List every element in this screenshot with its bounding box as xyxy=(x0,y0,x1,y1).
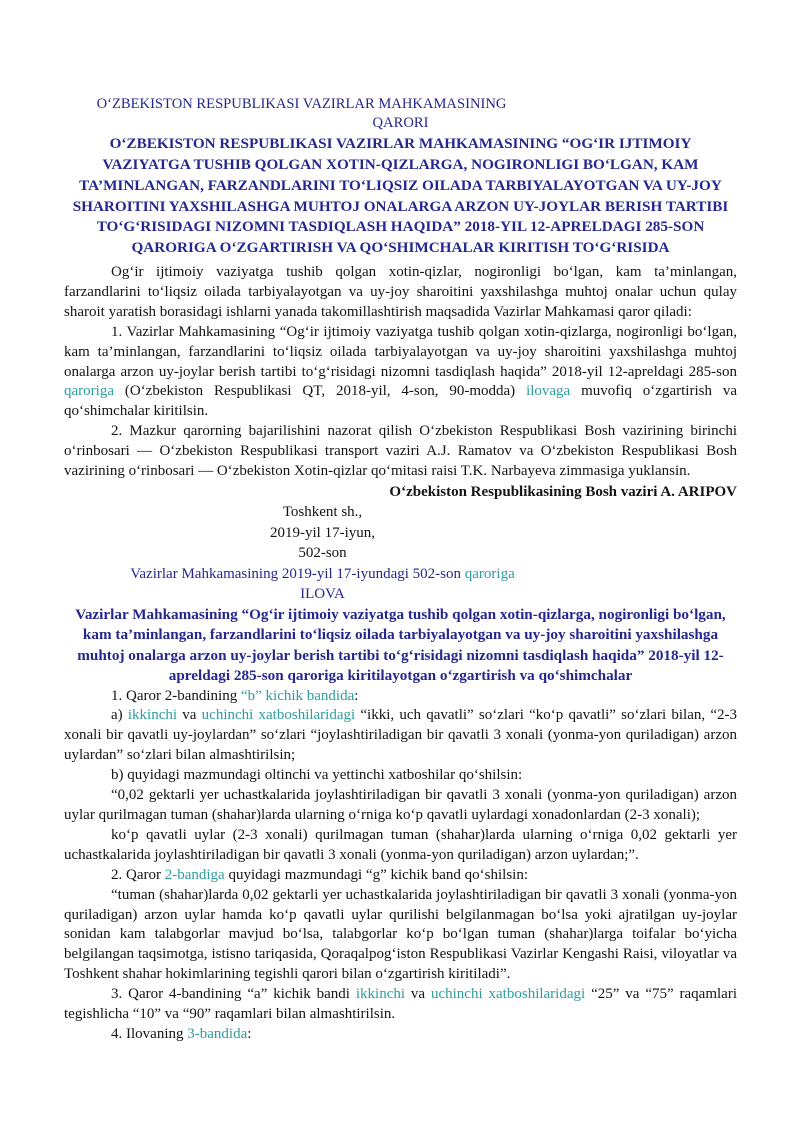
annex-paragraph-9 xyxy=(64,1025,737,1045)
text-segment: muvofiq o‘zgartirish va qo‘shimchalar kiritilsin. xyxy=(64,383,737,420)
annex-reference-line xyxy=(0,564,659,585)
date-line: 2019-yil 17-iyun, xyxy=(270,524,375,541)
text-segment: 4. Ilovaning xyxy=(111,1025,188,1042)
annex-title: Vazirlar Mahkamasining “Og‘ir ijtimoiy vaziyatga tushib qolgan xotin-qizlarga, nogironligi bo‘lgan, kam ta’minlangan, farzandlarini to‘liqsiz oilada tarbiyalayotgan va uy-joy sharoitini yaxshilashga muhtoj onalarga arzon uy-joylar berish tartibi to‘g‘risidagi nizomni tasdiqlash haqida” 2018-yil 12-apreldagi 285-son qaroriga kiritilayotgan o‘zgartirish va qo‘shimchalar xyxy=(75,605,726,685)
inline-link[interactable]: ikkinchi xyxy=(127,707,178,724)
text-segment: “ikki, uch qavatli” so‘zlari “ko‘p qavatli” so‘zlari bilan, “2-3 xonali bir qavatli uy-joylardan” so‘zlari “joylashtiriladigan bir qavatli 3 xonali (yonma-yon quriladigan) arzon uylardan” so‘zlari bilan almashtirilsin; xyxy=(64,707,737,764)
decree-type-line: QARORI xyxy=(372,114,429,131)
text-segment: 1. Qaror 2-bandining xyxy=(111,687,241,704)
annex-paragraph-5 xyxy=(64,826,737,866)
text-segment: va xyxy=(405,986,431,1003)
text-segment: Og‘ir ijtimoiy vaziyatga tushib qolgan xotin-qizlar, nogironligi bo‘lgan, kam ta’minlangan, farzandlarini to‘liqsiz oilada tarbiyalayotgan va uy-joy sharoitini yaxshilashga muhtoj onalar uchun qulay sharoit yaratish borasidagi ishlarni yanada takomillashtirish maqsadida Vazirlar Mahkamasi qaror qiladi: xyxy=(64,263,737,320)
inline-link[interactable]: uchinchi xatboshilaridagi xyxy=(201,707,356,724)
text-segment: : xyxy=(354,687,359,704)
text-segment: “0,02 gektarli yer uchastkalarida joylashtiriladigan bir qavatli 3 xonali (yonma-yon quriladigan) arzon uylar qurilmagan tuman (shahar)larda ularning o‘rniga ko‘p qavatli uylardagi xonadonlardan (2-3 xonali); xyxy=(64,787,737,823)
text-segment: (O‘zbekiston Respublikasi QT, 2018-yil, 4-son, 90-modda) xyxy=(113,383,527,400)
text-segment: ko‘p qavatli uylar (2-3 xonali) qurilmagan tuman (shahar)larda ularning o‘rniga 0,02 gektarli yer uchastkalarida joylashtiriladigan bir qavatli 3 xonali (yonma-yon quriladigan) arzon uylardan;”. xyxy=(64,826,737,863)
inline-link[interactable]: 2-bandiga xyxy=(164,866,225,883)
inline-link[interactable]: qaroriga xyxy=(464,565,515,582)
text-segment: 1. Vazirlar Mahkamasining “Og‘ir ijtimoiy vaziyatga tushib qolgan xotin-qizlarga, nogironligi bo‘lgan, kam ta’minlangan, farzandlarini to‘liqsiz oilada tarbiyalayotgan va uy-joy sharoitini yaxshilashga muhtoj onalarga arzon uy-joylar berish tartibi to‘g‘risidagi nizomni tasdiqlash haqida” 2018-yil 12-apreldagi 285-son xyxy=(64,323,737,380)
text-segment: b) quyidagi mazmundagi oltinchi va yettinchi xatboshilar qo‘shilsin: xyxy=(111,767,523,784)
preamble-paragraph xyxy=(64,263,737,323)
text-segment: 3. Qaror 4-bandining “a” kichik bandi xyxy=(111,986,356,1003)
inline-link[interactable]: ikkinchi xyxy=(355,986,406,1003)
annex-paragraph-1 xyxy=(64,687,737,707)
text-segment: a) xyxy=(111,707,128,724)
inline-link[interactable]: qaroriga xyxy=(64,383,114,400)
text-segment: Vazirlar Mahkamasining 2019-yil 17-iyundagi 502-son xyxy=(130,565,465,582)
text-segment: 2. Mazkur qarorning bajarilishini nazorat qilish O‘zbekiston Respublikasi Bosh vazirining birinchi o‘rinbosari — O‘zbekiston Respublikasi transport vaziri A.J. Ramatov va O‘zbekiston Respublikasi Bosh vazirining o‘rinbosari — O‘zbekiston Xotin-qizlar qo‘mitasi raisi T.K. Narbayeva zimmasiga yuklansin. xyxy=(64,423,737,480)
annex-paragraph-8 xyxy=(64,985,737,1025)
org-name-line: O‘ZBEKISTON RESPUBLIKASI VAZIRLAR MAHKAMASINING xyxy=(96,96,507,112)
text-segment: “tuman (shahar)larda 0,02 gektarli yer uchastkalarida joylashtiriladigan bir qavatli 3 xonali (yonma-yon quriladigan) arzon uylar hamda ko‘p qavatli uylar qurilishi belgilanmagan bo‘lsa yoki ajratilgan uy-joylar sonidan kam talabgorlar mavjud bo‘lsa, talabgorlar ko‘p bo‘lgan tuman (shahar)larga toifalar bo‘yicha belgilangan taqsimotga, istisno tariqasida, Qoraqalpog‘iston Respublikasi Vazirlar Kengashi Raisi, viloyatlar va Toshkent shahar hokimlarining tegishli qarori bilan o‘zgartirish kiritiladi”. xyxy=(64,886,737,983)
decree-title: O‘ZBEKISTON RESPUBLIKASI VAZIRLAR MAHKAMASINING “OG‘IR IJTIMOIY VAZIYATGA TUSHIB QOLGAN XOTIN-QIZLARGA, NOGIRONLIGI BO‘LGAN, KAM TA’MINLANGAN, FARZANDLARINI TO‘LIQSIZ OILADA TARBIYALAYOTGAN VA UY-JOY SHAROITINI YAXSHILASHGA MUHTOJ ONALARGA ARZON UY-JOYLAR BERISH TARTIBI TO‘G‘RISIDAGI NIZOMNI TASDIQLASH HAQIDA” 2018-YIL 12-APRELDAGI 285-SON QARORIGA O‘ZGARTIRISH VA QO‘SHIMCHALAR KIRITISH TO‘G‘RISIDA xyxy=(72,135,729,257)
annex-paragraph-7 xyxy=(64,886,737,986)
number-line: 502-son xyxy=(298,545,347,562)
inline-link[interactable]: “b” kichik bandida xyxy=(240,687,355,704)
annex-paragraph-6 xyxy=(64,866,737,886)
text-segment: va xyxy=(177,707,202,724)
text-segment: “25” va “75” raqamlari tegishlicha “10” va “90” raqamlari bilan almashtirilsin. xyxy=(64,986,737,1023)
inline-link[interactable]: 3-bandida xyxy=(187,1025,248,1042)
text-segment: : xyxy=(247,1025,252,1042)
annex-paragraph-3 xyxy=(64,766,737,786)
text-segment: quyidagi mazmundagi “g” kichik band qo‘shilsin: xyxy=(224,866,528,883)
signer-line: O‘zbekiston Respublikasining Bosh vaziri A. ARIPOV xyxy=(389,483,737,500)
annex-paragraph-2 xyxy=(64,706,737,766)
decree-item-1 xyxy=(64,323,737,423)
inline-link[interactable]: ilovaga xyxy=(526,383,571,400)
inline-link[interactable]: uchinchi xatboshilaridagi xyxy=(430,986,586,1003)
annex-paragraph-4 xyxy=(64,786,737,826)
place-line: Toshkent sh., xyxy=(282,504,363,521)
annex-label: ILOVA xyxy=(300,586,345,603)
text-segment: 2. Qaror xyxy=(111,866,165,883)
signature-block xyxy=(0,502,659,605)
decree-item-2 xyxy=(64,422,737,482)
